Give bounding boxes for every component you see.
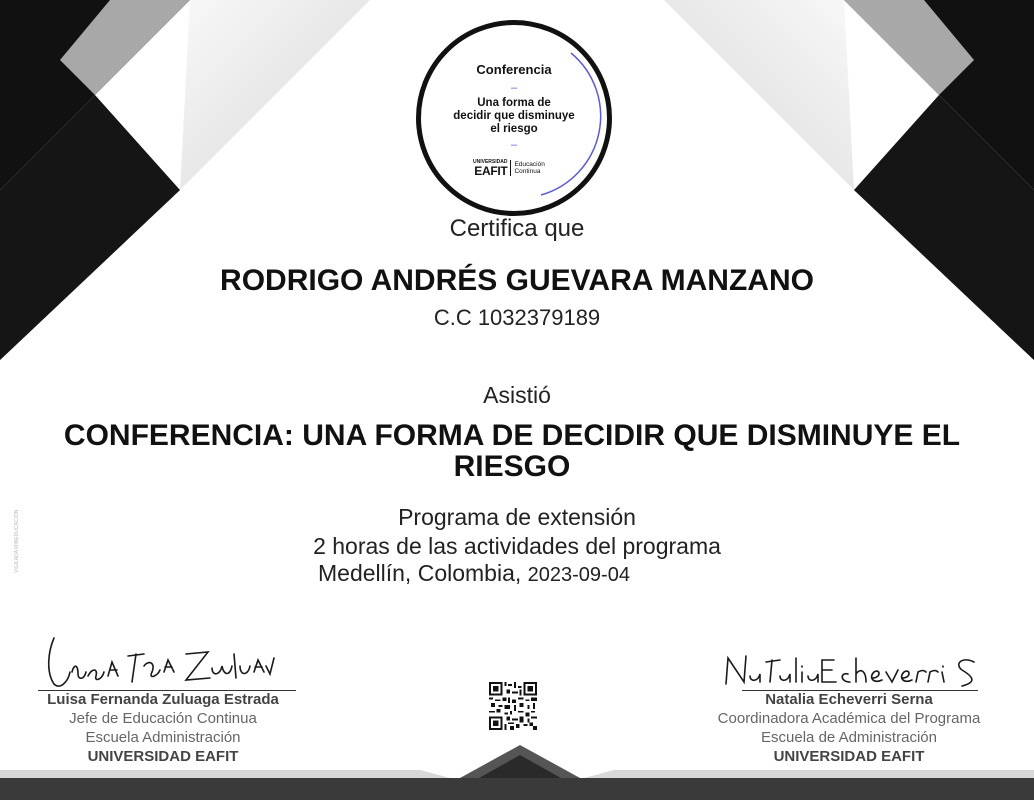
right-signer-name: Natalia Echeverri Serna — [765, 691, 933, 708]
issue-date: 2023-09-04 — [527, 564, 630, 586]
recipient-id: C.C 1032379189 — [433, 305, 601, 330]
side-vertical-text: VIGILADA MINEDUCACIÓN — [14, 509, 20, 573]
left-signer-school: Escuela Administración — [85, 729, 241, 746]
left-signature-image — [40, 632, 280, 692]
logo-eafit-text: EAFIT — [474, 164, 508, 178]
seal-dash-top: – — [510, 82, 518, 94]
logo-unit-line: Continua — [514, 168, 541, 175]
attended-text: Asistió — [483, 382, 551, 408]
seal-subtitle-line: Una forma de — [477, 97, 551, 109]
right-signer-role: Coordinadora Académica del Programa — [717, 710, 981, 727]
program-type: Programa de extensión — [398, 504, 636, 530]
course-title — [40, 420, 984, 482]
logo-divider — [510, 160, 511, 176]
right-signature-block — [704, 690, 994, 766]
certifies-text: Certifica que — [449, 215, 585, 242]
program-hours: 2 horas de las actividades del programa — [313, 533, 721, 559]
left-signer-university: UNIVERSIDAD EAFIT — [87, 748, 239, 765]
conference-seal — [416, 20, 612, 216]
right-signature-image — [722, 648, 984, 692]
seal-dash-bottom: – — [510, 139, 518, 151]
eafit-logo — [473, 158, 563, 178]
left-signer-role: Jefe de Educación Continua — [69, 710, 257, 727]
qr-code[interactable] — [489, 682, 537, 730]
course-title-line: CONFERENCIA: UNA FORMA DE DECIDIR QUE DISMINUYE EL — [63, 419, 961, 452]
seal-subtitle-line: decidir que disminuye — [453, 110, 575, 122]
right-signer-school: Escuela de Administración — [761, 729, 937, 746]
logo-university-text: UNIVERSIDAD — [473, 159, 508, 165]
recipient-name: RODRIGO ANDRÉS GUEVARA MANZANO — [220, 264, 814, 297]
location-text: Medellín, Colombia, — [318, 560, 522, 586]
seal-title: Conferencia — [476, 62, 552, 77]
left-signature-block — [38, 690, 288, 766]
right-signer-university: UNIVERSIDAD EAFIT — [773, 748, 925, 765]
course-title-line: RIESGO — [453, 450, 571, 483]
logo-unit-line: Educación — [514, 161, 545, 168]
location-date — [318, 560, 630, 587]
seal-subtitle — [421, 97, 607, 136]
seal-subtitle-line: el riesgo — [490, 123, 538, 135]
left-signer-name: Luisa Fernanda Zuluaga Estrada — [47, 691, 279, 708]
